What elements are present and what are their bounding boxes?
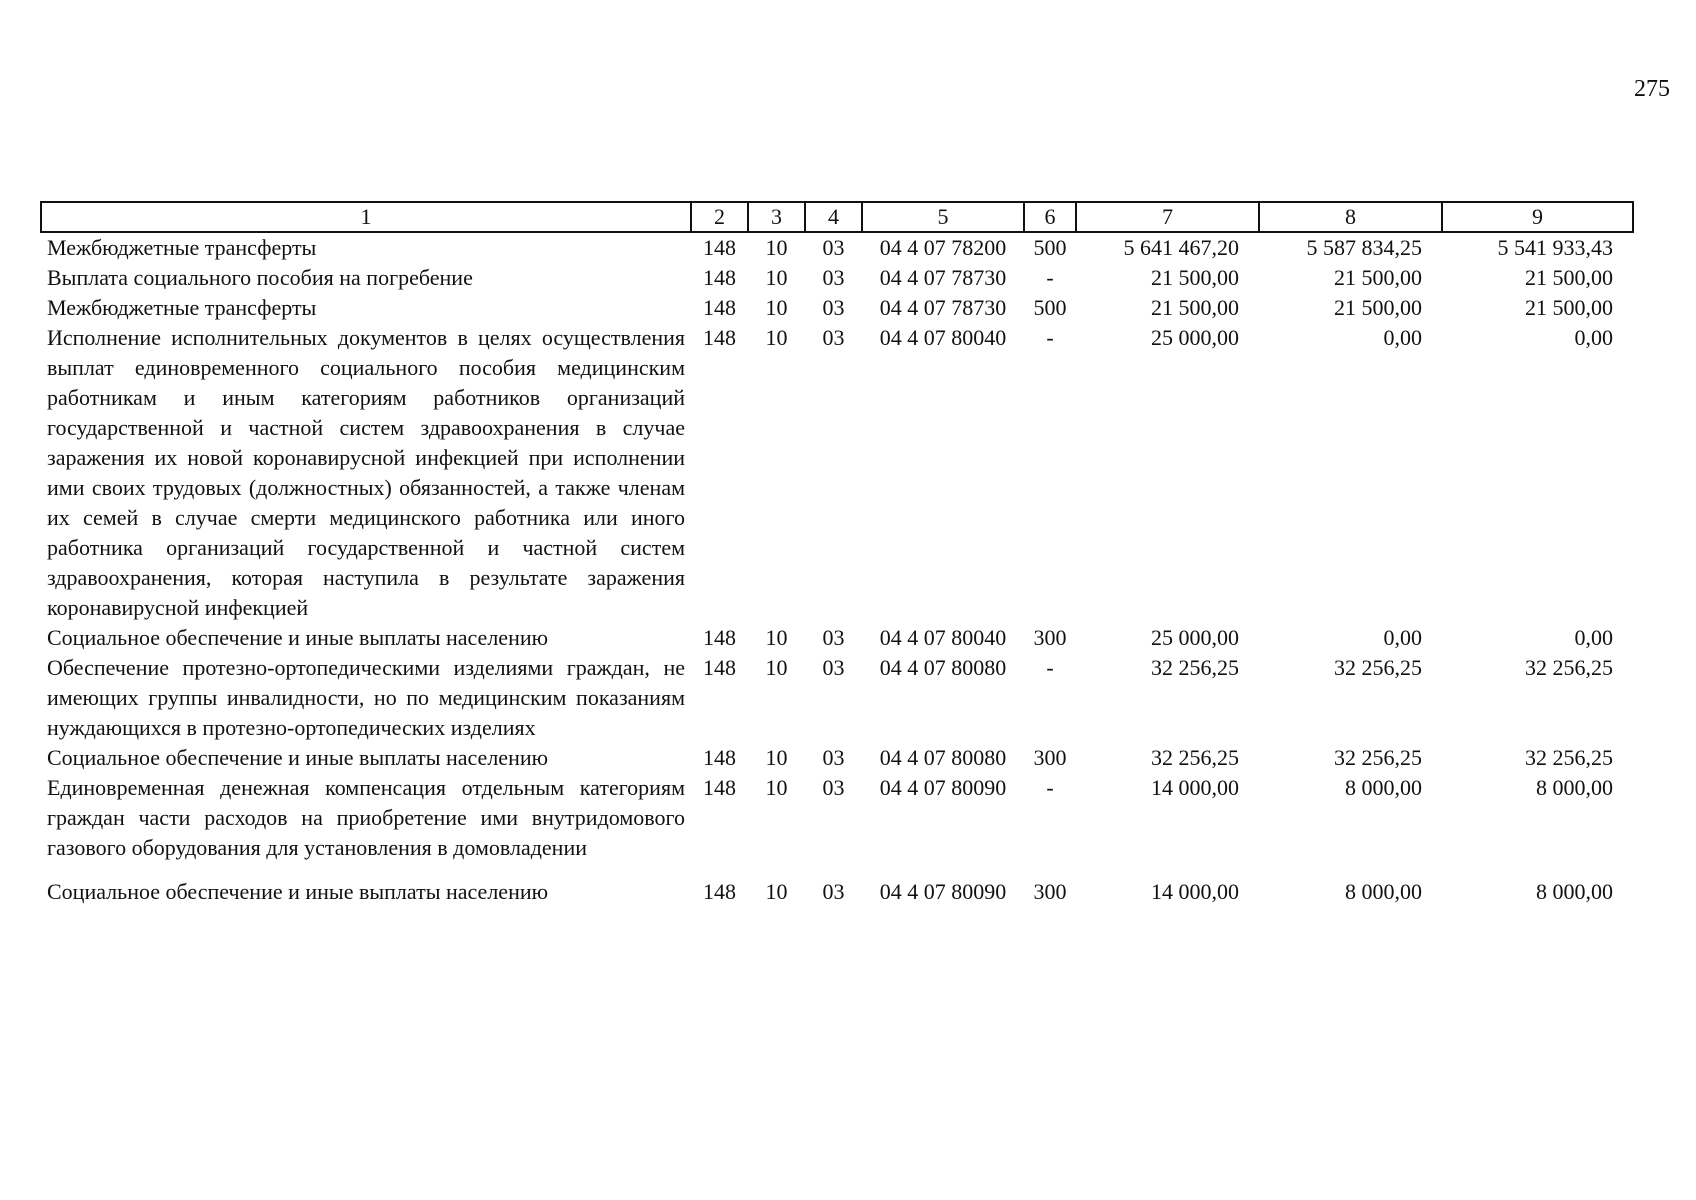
row-target-article: 04 4 07 78730 [879, 295, 1007, 320]
header-col-7: 7 [1076, 202, 1259, 232]
header-col-4: 4 [805, 202, 862, 232]
row-amount-col7: 21 500,00 [1151, 265, 1239, 290]
row-subsection: 03 [822, 775, 845, 800]
row-target-article: 04 4 07 80090 [879, 775, 1007, 800]
header-col-6: 6 [1024, 202, 1076, 232]
row-target-article: 04 4 07 80080 [879, 655, 1007, 680]
row-amount-col9: 32 256,25 [1525, 655, 1613, 680]
row-subsection: 03 [822, 235, 845, 260]
row-expense-type: 500 [1033, 295, 1067, 320]
header-col-8: 8 [1259, 202, 1442, 232]
row-subsection: 03 [822, 295, 845, 320]
row-amount-col8: 5 587 834,25 [1306, 235, 1422, 260]
row-amount-col8: 21 500,00 [1334, 265, 1422, 290]
row-target-article: 04 4 07 80040 [879, 625, 1007, 650]
row-name: Межбюджетные трансферты [47, 235, 317, 260]
row-amount-col7: 25 000,00 [1151, 325, 1239, 350]
row-name: Выплата социального пособия на погребение [47, 265, 473, 290]
table-row [41, 263, 1633, 293]
row-section: 10 [765, 745, 788, 770]
row-expense-type: - [1046, 265, 1054, 290]
table-row [41, 623, 1633, 653]
row-amount-col9: 5 541 933,43 [1497, 235, 1613, 260]
row-name: Обеспечение протезно-ортопедическими изделиями граждан, не имеющих группы инвалидности, но по медицинским показаниям нуждающихся в протезно-ортопедических изделиях [47, 655, 685, 740]
row-amount-col8: 8 000,00 [1345, 879, 1422, 904]
header-col-1: 1 [41, 202, 691, 232]
row-section: 10 [765, 265, 788, 290]
row-target-article: 04 4 07 80080 [879, 745, 1007, 770]
header-row [41, 202, 1633, 232]
row-amount-col7: 21 500,00 [1151, 295, 1239, 320]
row-amount-col9: 21 500,00 [1525, 295, 1613, 320]
row-subsection: 03 [822, 879, 845, 904]
row-subsection: 03 [822, 265, 845, 290]
table-row [41, 323, 1633, 623]
row-expense-type: 300 [1033, 625, 1067, 650]
row-name: Социальное обеспечение и иные выплаты населению [47, 625, 549, 650]
row-ministry-code: 148 [703, 265, 736, 290]
row-amount-col9: 8 000,00 [1536, 879, 1613, 904]
row-name: Единовременная денежная компенсация отдельным категориям граждан части расходов на приобретение ими внутридомового газового оборудования для установления в домовладении [47, 775, 685, 860]
page-number: 275 [1634, 76, 1670, 102]
table-row [41, 743, 1633, 773]
row-amount-col7: 25 000,00 [1151, 625, 1239, 650]
row-section: 10 [765, 235, 788, 260]
row-name: Социальное обеспечение и иные выплаты населению [47, 745, 549, 770]
row-subsection: 03 [822, 745, 845, 770]
row-amount-col8: 0,00 [1383, 625, 1422, 650]
row-subsection: 03 [822, 325, 845, 350]
row-target-article: 04 4 07 80090 [879, 879, 1007, 904]
header-col-9: 9 [1442, 202, 1633, 232]
row-amount-col8: 32 256,25 [1334, 745, 1422, 770]
row-target-article: 04 4 07 78200 [879, 235, 1007, 260]
row-section: 10 [765, 325, 788, 350]
row-amount-col7: 5 641 467,20 [1123, 235, 1239, 260]
row-section: 10 [765, 879, 788, 904]
row-amount-col8: 8 000,00 [1345, 775, 1422, 800]
table-row [41, 653, 1633, 743]
row-amount-col8: 21 500,00 [1334, 295, 1422, 320]
row-ministry-code: 148 [703, 325, 736, 350]
row-ministry-code: 148 [703, 745, 736, 770]
header-col-2: 2 [691, 202, 748, 232]
row-amount-col7: 32 256,25 [1151, 655, 1239, 680]
row-expense-type: 300 [1033, 745, 1067, 770]
row-section: 10 [765, 295, 788, 320]
budget-table-container [40, 201, 1632, 907]
row-target-article: 04 4 07 78730 [879, 265, 1007, 290]
row-amount-col7: 32 256,25 [1151, 745, 1239, 770]
row-amount-col7: 14 000,00 [1151, 879, 1239, 904]
row-ministry-code: 148 [703, 625, 736, 650]
row-ministry-code: 148 [703, 879, 736, 904]
row-ministry-code: 148 [703, 775, 736, 800]
row-expense-type: - [1046, 655, 1054, 680]
row-amount-col8: 0,00 [1383, 325, 1422, 350]
header-col-5: 5 [862, 202, 1024, 232]
row-expense-type: 300 [1033, 879, 1067, 904]
row-amount-col9: 8 000,00 [1536, 775, 1613, 800]
row-expense-type: 500 [1033, 235, 1067, 260]
budget-table [40, 201, 1634, 907]
row-expense-type: - [1046, 325, 1054, 350]
row-amount-col9: 0,00 [1574, 325, 1613, 350]
row-ministry-code: 148 [703, 655, 736, 680]
row-target-article: 04 4 07 80040 [879, 325, 1007, 350]
header-col-3: 3 [748, 202, 805, 232]
row-amount-col7: 14 000,00 [1151, 775, 1239, 800]
table-row [41, 863, 1633, 907]
row-ministry-code: 148 [703, 235, 736, 260]
row-amount-col9: 32 256,25 [1525, 745, 1613, 770]
row-name: Социальное обеспечение и иные выплаты населению [47, 879, 549, 904]
table-row [41, 293, 1633, 323]
table-row [41, 232, 1633, 263]
row-ministry-code: 148 [703, 295, 736, 320]
row-section: 10 [765, 775, 788, 800]
table-row [41, 773, 1633, 863]
row-section: 10 [765, 625, 788, 650]
row-name: Исполнение исполнительных документов в целях осуществления выплат единовременного социального пособия медицинским работникам и иным категориям работников организаций государственной и частной систем здравоохранения в случае заражения их новой коронавирусной инфекцией при исполнении ими своих трудовых (должностных) обязанностей, а также членам их семей в случае смерти медицинского работника или иного работника организаций государственной и частной систем здравоохранения, которая наступила в результате заражения коронавирусной инфекцией [47, 325, 685, 620]
row-section: 10 [765, 655, 788, 680]
row-subsection: 03 [822, 625, 845, 650]
row-name: Межбюджетные трансферты [47, 295, 317, 320]
row-amount-col9: 21 500,00 [1525, 265, 1613, 290]
row-amount-col8: 32 256,25 [1334, 655, 1422, 680]
row-expense-type: - [1046, 775, 1054, 800]
row-subsection: 03 [822, 655, 845, 680]
row-amount-col9: 0,00 [1574, 625, 1613, 650]
